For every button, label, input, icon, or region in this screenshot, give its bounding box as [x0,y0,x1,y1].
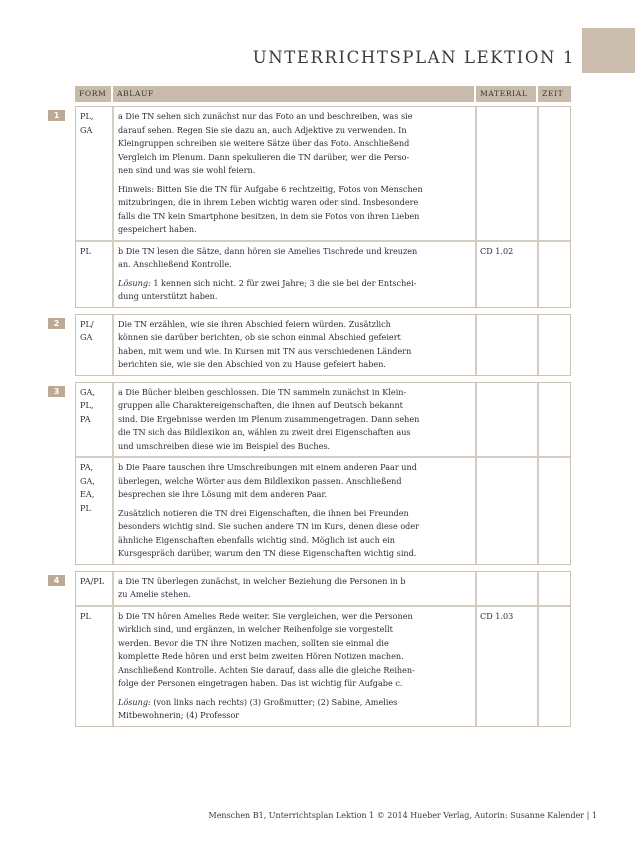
column-header-form: FORM [75,86,111,102]
procedure-line: darauf sehen. Regen Sie sie dazu an, auch Adjektive zu verwenden. In [118,124,407,135]
procedure-line: besonders wichtig sind. Sie suchen andere TN im Kurs, denen diese oder [118,521,420,531]
procedure-line: gespeichert haben. [118,224,197,234]
form-code: GA, [80,475,95,486]
procedure-line: gruppen alle Charaktereigenschaften, die ihnen auf Deutsch bekannt [118,400,403,410]
procedure-line: Kleingruppen schreiben sie weitere Sätze über das Foto. Anschließend [118,138,410,148]
section-frame [75,382,571,565]
procedure-line: Kursgespräch darüber, warum den TN diese Eigenschaften wichtig sind. [118,548,417,558]
form-code: PL, [80,400,94,410]
procedure-line: folge der Personen eingetragen haben. Das ist wichtig für Aufgabe c. [118,678,403,688]
section-frame [75,106,571,308]
procedure-line: wirklich sind, und ergänzen, in welcher Reihenfolge sie vorgestellt [118,624,393,634]
procedure-line: a Die Bücher bleiben geschlossen. Die TN sammeln zunächst in Klein- [118,386,407,397]
section-number-badge: 2 [48,318,65,329]
procedure-line: a Die TN überlegen zunächst, in welcher Beziehung die Personen in b [118,575,406,586]
form-code: PL [80,245,91,256]
section-number-badge: 4 [48,575,65,586]
form-code: PA/PL [80,575,105,586]
form-code: GA, [80,386,95,397]
procedure-line: ähnliche Eigenschaften ebenfalls wichtig sind. Möglich ist auch ein [118,534,395,545]
form-code: GA [80,124,93,135]
material-cell: CD 1.02 [480,245,514,256]
procedure-line: überlegen, welche Wörter aus dem Bildlexikon passen. Anschließend [118,475,402,486]
procedure-line: können sie darüber berichten, ob sie schon einmal Abschied gefeiert [118,332,401,342]
procedure-line: mitzubringen, die in ihrem Leben wichtig waren oder sind. Insbesondere [118,197,419,207]
form-code: PL [80,610,91,621]
procedure-line: werden. Bevor die TN ihre Notizen machen, sollten sie einmal die [118,637,389,648]
procedure-line: b Die TN hören Amelies Rede weiter. Sie vergleichen, wer die Personen [118,610,413,621]
material-cell: CD 1.03 [480,610,514,621]
form-code: PA [80,413,91,424]
solution-label: Lösung: [118,277,151,288]
page-title: UNTERRICHTSPLAN LEKTION 1 [252,48,575,67]
section-number-badge: 1 [48,110,65,121]
procedure-line: Die TN erzählen, wie sie ihren Abschied feiern würden. Zusätzlich [118,318,391,329]
procedure-line: dung unterstützt haben. [118,291,218,301]
form-code: GA [80,332,93,342]
column-header-zeit: ZEIT [538,86,571,102]
procedure-line: besprechen sie ihre Lösung mit dem anderen Paar. [118,489,328,499]
procedure-line: haben, mit wem und wie. In Kursen mit TN aus verschiedenen Ländern [118,345,412,356]
procedure-line: Mitbewohnerin; (4) Professor [118,710,240,720]
solution-label: Lösung: [118,696,151,707]
procedure-line: sind. Die Ergebnisse werden im Plenum zusammengetragen. Dann sehen [118,413,420,424]
procedure-line: und umschreiben diese wie im Beispiel des Buches. [118,440,331,451]
page-footer: Menschen B1, Unterrichtsplan Lektion 1 © 2014 Hueber Verlag, Autorin: Susanne Kalender | 1 [208,811,597,820]
procedure-line: Anschließend Kontrolle. Achten Sie darauf, dass alle die gleiche Reihen- [118,664,415,675]
procedure-line: falls die TN kein Smartphone besitzen, in dem sie Fotos von ihren Lieben [118,210,420,221]
procedure-line: die TN sich das Bildlexikon an, wählen zu zweit drei Eigenschaften aus [118,427,411,437]
procedure-line: nen sind und was sie wohl feiern. [118,165,256,175]
form-code: PL, [80,111,94,121]
procedure-line: Vergleich im Plenum. Dann spekulieren die TN darüber, wer die Perso- [118,151,410,162]
section-frame [75,571,571,727]
column-header-material: MATERIAL [476,86,536,102]
procedure-line: a Die TN sehen sich zunächst nur das Foto an und beschreiben, was sie [118,111,413,121]
column-header-ablauf: ABLAUF [113,86,474,102]
form-code: PL [80,502,91,513]
corner-tab [582,28,635,73]
section-frame [75,314,571,376]
procedure-line: berichten sie, wie sie den Abschied von zu Hause gefeiert haben. [118,359,386,369]
procedure-line: Zusätzlich notieren die TN drei Eigenschaften, die ihnen bei Freunden [118,507,409,518]
procedure-line: komplette Rede hören und erst beim zweiten Hören Notizen machen. [118,651,404,661]
procedure-line: an. Anschließend Kontrolle. [118,259,232,269]
section-number-badge: 3 [48,386,65,397]
procedure-line: Hinweis: Bitten Sie die TN für Aufgabe 6 rechtzeitig, Fotos von Menschen [118,183,423,194]
procedure-line: b Die Paare tauschen ihre Umschreibungen mit einem anderen Paar und [118,462,417,472]
solution-text: (von links nach rechts) (3) Großmutter; (2) Sabine, Amelies [150,696,398,707]
form-code: EA, [80,489,95,499]
form-code: PL/ [80,318,94,329]
procedure-line: b Die TN lesen die Sätze, dann hören sie Amelies Tischrede und kreuzen [118,245,418,256]
solution-text: 1 kennen sich nicht. 2 für zwei Jahre; 3 die sie bei der Entschei- [150,277,417,288]
form-code: PA, [80,462,94,472]
procedure-line: zu Amelie stehen. [118,589,191,599]
